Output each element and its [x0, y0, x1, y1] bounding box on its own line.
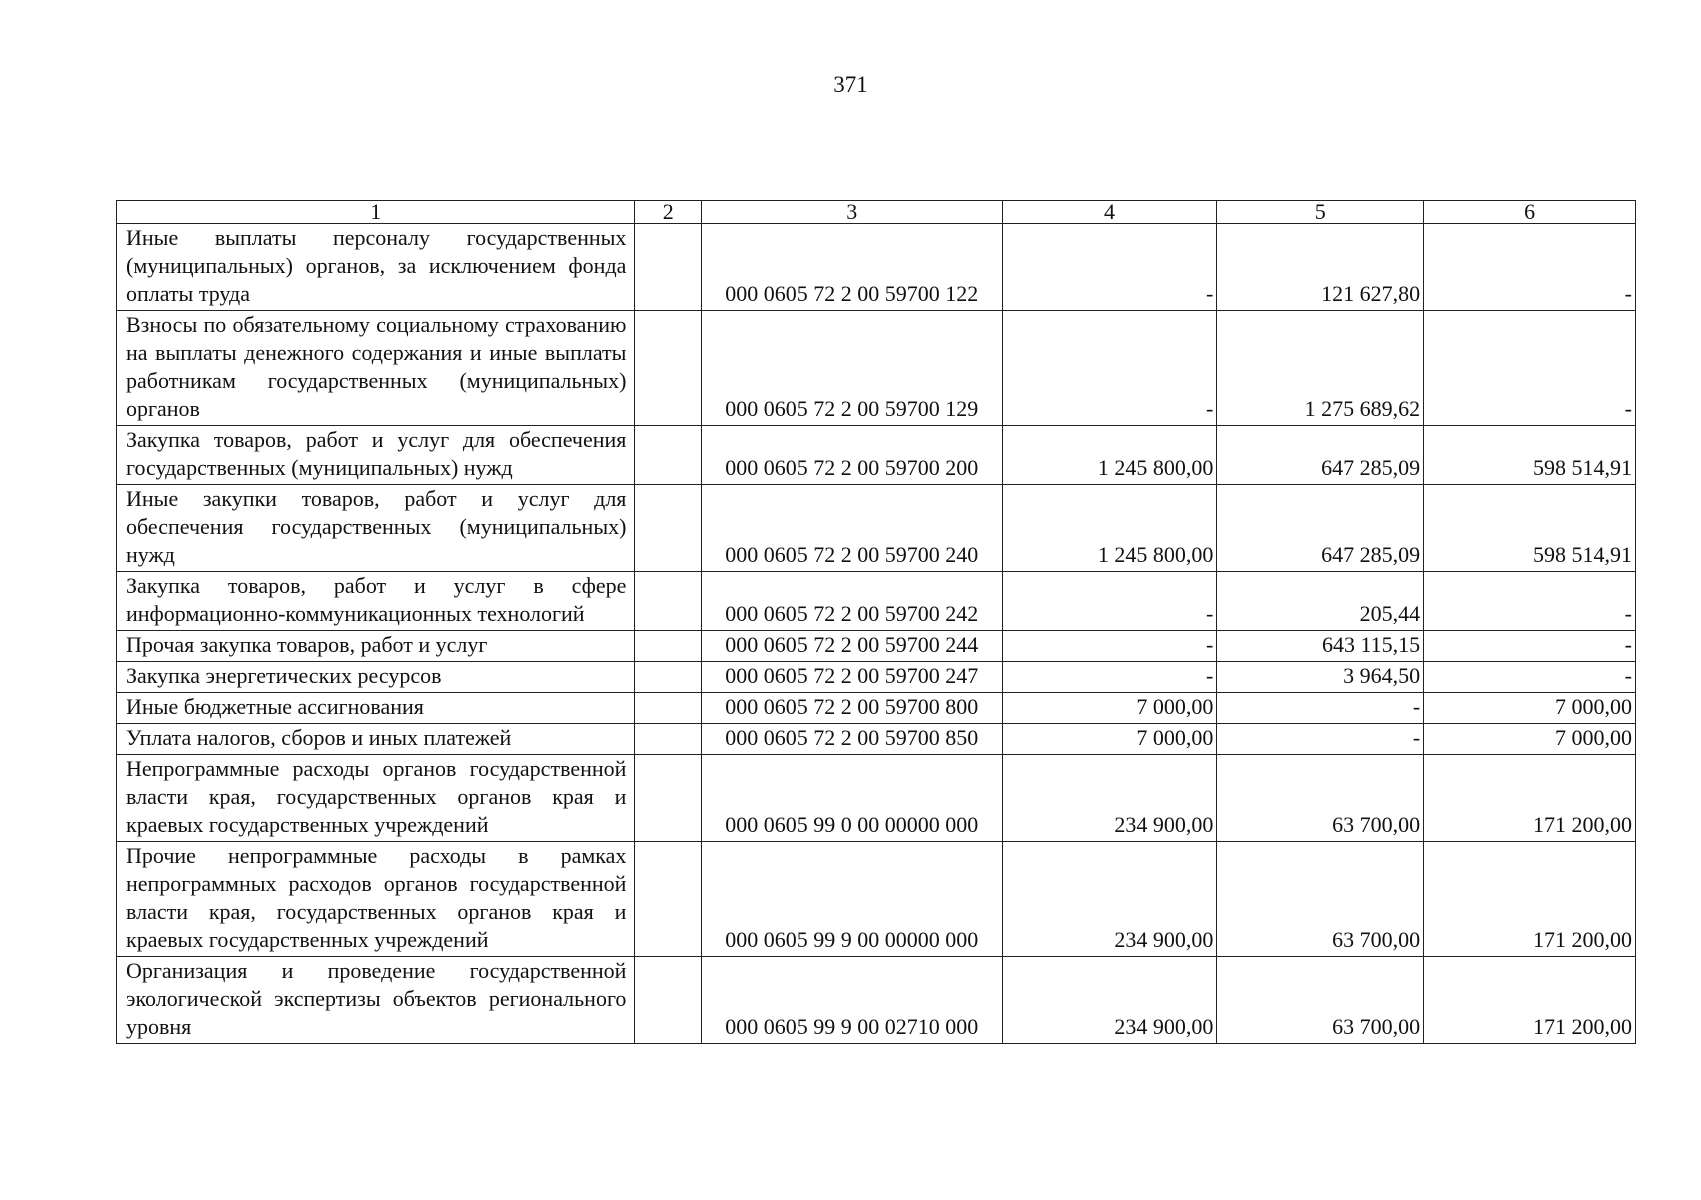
- row-name-cell: Взносы по обязательному социальному страхованию на выплаты денежного содержания и иные выплаты работникам государственных (муниципальных) органов: [117, 311, 635, 426]
- row-value-6-cell: 171 200,00: [1424, 957, 1636, 1044]
- row-name-cell: Закупка товаров, работ и услуг в сфере информационно-коммуникационных технологий: [117, 572, 635, 631]
- row-code-cell: 000 0605 72 2 00 59700 800: [701, 693, 1002, 724]
- row-name-cell: Иные закупки товаров, работ и услуг для обеспечения государственных (муниципальных) нужд: [117, 485, 635, 572]
- table-row: [117, 485, 1636, 572]
- table-body: [117, 224, 1636, 1044]
- column-header-3: 3: [701, 201, 1002, 224]
- column-header-1: 1: [117, 201, 635, 224]
- row-name-cell: Прочая закупка товаров, работ и услуг: [117, 631, 635, 662]
- row-name-cell: Иные бюджетные ассигнования: [117, 693, 635, 724]
- row-name-cell: Иные выплаты персоналу государственных (муниципальных) органов, за исключением фонда оплаты труда: [117, 224, 635, 311]
- row-value-5-cell: 63 700,00: [1217, 957, 1424, 1044]
- table-row: [117, 957, 1636, 1044]
- row-name-cell: Непрограммные расходы органов государственной власти края, государственных органов края и краевых государственных учреждений: [117, 755, 635, 842]
- table-row: [117, 724, 1636, 755]
- row-value-5-cell: 647 285,09: [1217, 426, 1424, 485]
- row-value-6-cell: -: [1424, 311, 1636, 426]
- row-value-5-cell: 643 115,15: [1217, 631, 1424, 662]
- row-col2-cell: [635, 311, 702, 426]
- column-header-5: 5: [1217, 201, 1424, 224]
- row-col2-cell: [635, 631, 702, 662]
- row-code-cell: 000 0605 99 9 00 02710 000: [701, 957, 1002, 1044]
- row-value-5-cell: 121 627,80: [1217, 224, 1424, 311]
- table-row: [117, 426, 1636, 485]
- row-value-6-cell: 598 514,91: [1424, 485, 1636, 572]
- table-row: [117, 311, 1636, 426]
- table-row: [117, 224, 1636, 311]
- row-value-4-cell: -: [1002, 662, 1217, 693]
- row-value-6-cell: -: [1424, 662, 1636, 693]
- row-code-cell: 000 0605 72 2 00 59700 200: [701, 426, 1002, 485]
- row-value-6-cell: 598 514,91: [1424, 426, 1636, 485]
- row-col2-cell: [635, 842, 702, 957]
- row-code-cell: 000 0605 99 0 00 00000 000: [701, 755, 1002, 842]
- row-value-6-cell: 7 000,00: [1424, 724, 1636, 755]
- row-value-6-cell: 171 200,00: [1424, 755, 1636, 842]
- table-row: [117, 693, 1636, 724]
- row-name-cell: Уплата налогов, сборов и иных платежей: [117, 724, 635, 755]
- row-value-4-cell: -: [1002, 572, 1217, 631]
- row-code-cell: 000 0605 72 2 00 59700 247: [701, 662, 1002, 693]
- row-col2-cell: [635, 693, 702, 724]
- table-row: [117, 572, 1636, 631]
- row-value-5-cell: 1 275 689,62: [1217, 311, 1424, 426]
- row-col2-cell: [635, 485, 702, 572]
- row-value-4-cell: 234 900,00: [1002, 842, 1217, 957]
- row-col2-cell: [635, 755, 702, 842]
- row-col2-cell: [635, 224, 702, 311]
- table-row: [117, 755, 1636, 842]
- row-code-cell: 000 0605 72 2 00 59700 122: [701, 224, 1002, 311]
- row-value-6-cell: -: [1424, 631, 1636, 662]
- row-value-5-cell: -: [1217, 693, 1424, 724]
- row-value-5-cell: 647 285,09: [1217, 485, 1424, 572]
- column-header-6: 6: [1424, 201, 1636, 224]
- row-col2-cell: [635, 957, 702, 1044]
- table-row: [117, 631, 1636, 662]
- row-code-cell: 000 0605 72 2 00 59700 240: [701, 485, 1002, 572]
- row-value-4-cell: -: [1002, 311, 1217, 426]
- row-code-cell: 000 0605 72 2 00 59700 129: [701, 311, 1002, 426]
- row-code-cell: 000 0605 72 2 00 59700 850: [701, 724, 1002, 755]
- row-value-4-cell: 7 000,00: [1002, 693, 1217, 724]
- row-value-6-cell: -: [1424, 224, 1636, 311]
- row-value-4-cell: 7 000,00: [1002, 724, 1217, 755]
- row-code-cell: 000 0605 72 2 00 59700 244: [701, 631, 1002, 662]
- row-value-5-cell: 3 964,50: [1217, 662, 1424, 693]
- row-value-5-cell: -: [1217, 724, 1424, 755]
- table-row: [117, 842, 1636, 957]
- column-header-4: 4: [1002, 201, 1217, 224]
- row-value-4-cell: -: [1002, 224, 1217, 311]
- row-code-cell: 000 0605 72 2 00 59700 242: [701, 572, 1002, 631]
- row-value-4-cell: 1 245 800,00: [1002, 485, 1217, 572]
- row-name-cell: Закупка товаров, работ и услуг для обеспечения государственных (муниципальных) нужд: [117, 426, 635, 485]
- row-value-4-cell: 234 900,00: [1002, 957, 1217, 1044]
- budget-table: [116, 200, 1636, 1044]
- row-code-cell: 000 0605 99 9 00 00000 000: [701, 842, 1002, 957]
- row-value-5-cell: 63 700,00: [1217, 755, 1424, 842]
- page-number: 371: [833, 72, 868, 97]
- row-name-cell: Прочие непрограммные расходы в рамках непрограммных расходов органов государственной власти края, государственных органов края и краевых государственных учреждений: [117, 842, 635, 957]
- row-name-cell: Организация и проведение государственной экологической экспертизы объектов регионального уровня: [117, 957, 635, 1044]
- column-header-2: 2: [635, 201, 702, 224]
- row-value-5-cell: 63 700,00: [1217, 842, 1424, 957]
- row-value-6-cell: -: [1424, 572, 1636, 631]
- row-value-4-cell: 1 245 800,00: [1002, 426, 1217, 485]
- row-value-5-cell: 205,44: [1217, 572, 1424, 631]
- row-name-cell: Закупка энергетических ресурсов: [117, 662, 635, 693]
- row-value-4-cell: 234 900,00: [1002, 755, 1217, 842]
- row-col2-cell: [635, 426, 702, 485]
- row-col2-cell: [635, 572, 702, 631]
- row-col2-cell: [635, 724, 702, 755]
- header-row: [117, 201, 1636, 224]
- table-row: [117, 662, 1636, 693]
- row-value-4-cell: -: [1002, 631, 1217, 662]
- row-col2-cell: [635, 662, 702, 693]
- row-value-6-cell: 171 200,00: [1424, 842, 1636, 957]
- row-value-6-cell: 7 000,00: [1424, 693, 1636, 724]
